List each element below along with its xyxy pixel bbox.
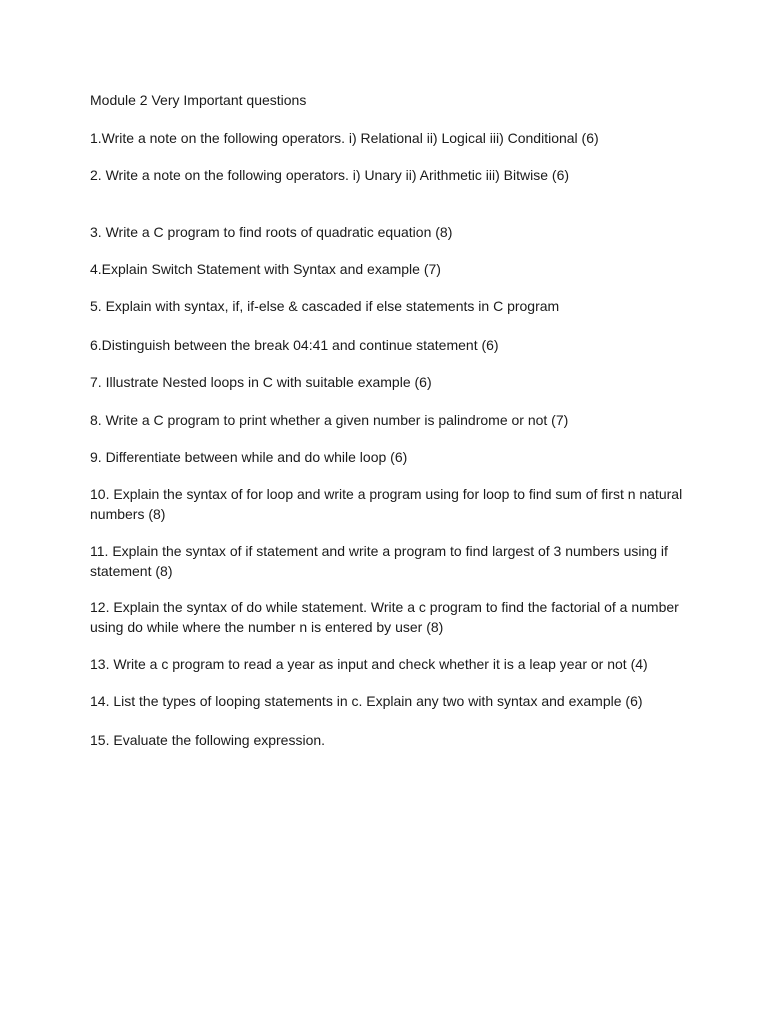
question-item: 13. Write a c program to read a year as input and check whether it is a leap year or not (4) [90, 656, 648, 672]
question-item: 9. Differentiate between while and do while loop (6) [90, 449, 408, 465]
question-item: 6.Distinguish between the break 04:41 and continue statement (6) [90, 337, 499, 353]
question-item: 4.Explain Switch Statement with Syntax and example (7) [90, 261, 441, 277]
question-item: 8. Write a C program to print whether a given number is palindrome or not (7) [90, 412, 569, 428]
question-item: 7. Illustrate Nested loops in C with suitable example (6) [90, 374, 432, 390]
question-item: 10. Explain the syntax of for loop and write a program using for loop to find sum of first n natural numbers (8) [90, 486, 683, 522]
question-item: 1.Write a note on the following operators. i) Relational ii) Logical iii) Conditional (6) [90, 130, 599, 146]
question-item: 2. Write a note on the following operators. i) Unary ii) Arithmetic iii) Bitwise (6) [90, 167, 570, 183]
question-item: 3. Write a C program to find roots of quadratic equation (8) [90, 224, 453, 240]
question-item: 5. Explain with syntax, if, if-else & cascaded if else statements in C program [90, 298, 560, 314]
question-item: 14. List the types of looping statements in c. Explain any two with syntax and example (6) [90, 693, 643, 709]
question-item: 12. Explain the syntax of do while statement. Write a c program to find the factorial of a number using do while where the number n is entered by user (8) [90, 599, 679, 635]
page-title: Module 2 Very Important questions [90, 92, 307, 108]
question-item: 11. Explain the syntax of if statement and write a program to find largest of 3 numbers using if statement (8) [90, 543, 668, 579]
question-item: 15. Evaluate the following expression. [90, 732, 326, 748]
